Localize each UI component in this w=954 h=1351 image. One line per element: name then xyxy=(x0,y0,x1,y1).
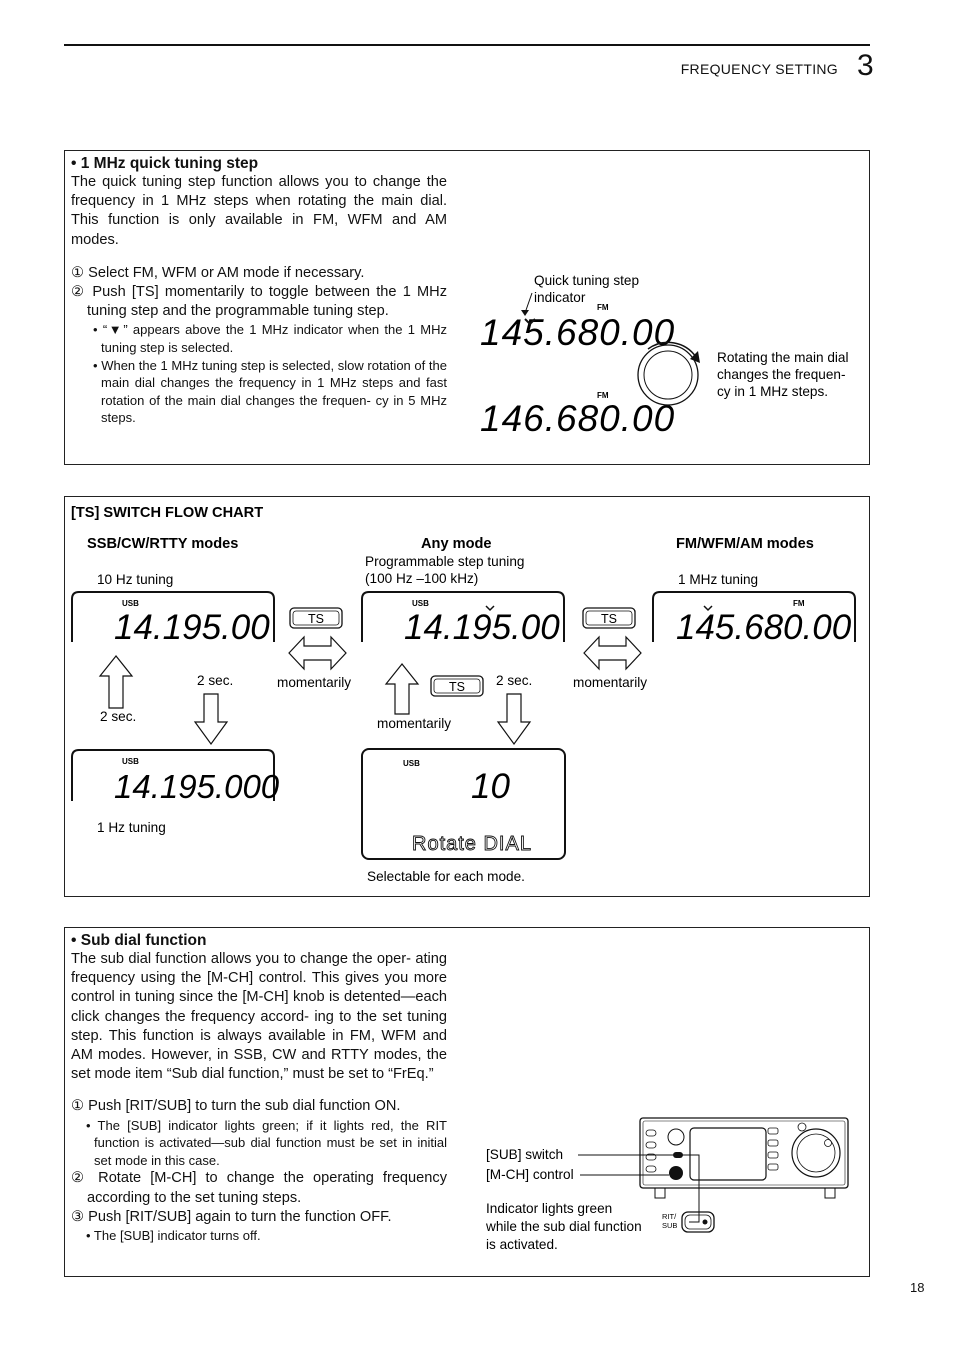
lcd-step-select xyxy=(362,749,565,859)
sub-dial-note1: • The [SUB] indicator lights green; if it lights red, the RIT function is activated—sub dial function must be set in initial set mode in this case. xyxy=(86,1117,447,1168)
rotate-label-3: cy in 1 MHz steps. xyxy=(717,384,829,399)
quick-tuning-step2: ② Push [TS] momentarily to toggle between the 1 MHz tuning step and the programmable tuning step. xyxy=(71,284,447,320)
lcd-ssb-1hz xyxy=(72,750,280,805)
tuning-1hz-label: 1 Hz tuning xyxy=(97,820,166,835)
quick-tuning-note2: • When the 1 MHz tuning step is selected, slow rotation of the main dial changes the frequency in 1 MHz steps and fast rotation of the main dial changes the frequen- cy in 5 MHz steps. xyxy=(93,357,447,426)
lcd5-step: 10 xyxy=(471,767,510,806)
momentarily-label-3: momentarily xyxy=(377,716,452,731)
sub-dial-step2: ② Rotate [M-CH] to change the operating frequency according to the set tuning steps. xyxy=(71,1170,447,1206)
momentarily-label-1: momentarily xyxy=(277,675,352,690)
lcd5-rotate-dial: Rotate DIAL xyxy=(412,833,532,855)
two-sec-label-3: 2 sec. xyxy=(496,673,533,688)
two-sec-label-1: 2 sec. xyxy=(197,673,234,688)
lcd2-freq: 14.195.00 xyxy=(404,608,560,647)
lcd4-freq: 14.195.000 xyxy=(114,768,280,805)
sub-dial-intro: The sub dial function allows you to change the oper- ating frequency using the [M-CH] control. This gives you more control in tuning since the [M-CH] knob is detented—each click changes the frequency accord- ing to the set tuning step. This function is always available in FM, WFM and AM modes. However, in SSB, CW and RTTY modes, the set mode item “Sub dial function,” must be set to “FrEq.” xyxy=(71,951,447,1083)
mode-fm-top: FM xyxy=(597,303,609,312)
lcd1-mode: USB xyxy=(122,599,139,608)
prog-step-label-2: (100 Hz –100 kHz) xyxy=(365,571,479,586)
mch-control-label: [M-CH] control xyxy=(486,1167,574,1182)
sub-dial-text xyxy=(71,932,447,1245)
sub-dial-step1: ① Push [RIT/SUB] to turn the sub dial function ON. xyxy=(71,1098,401,1115)
indicator-label-1: Quick tuning step xyxy=(534,273,640,288)
lcd5-mode: USB xyxy=(403,759,420,768)
quick-tuning-note1: • “▼” appears above the 1 MHz indicator when the 1 MHz tuning step is selected. xyxy=(93,322,447,356)
lcd2-mode: USB xyxy=(412,599,429,608)
prog-step-label-1: Programmable step tuning xyxy=(365,554,525,569)
sub-switch-label: [SUB] switch xyxy=(486,1147,564,1162)
up-arrow-icon-2 xyxy=(386,664,418,714)
up-arrow-icon-1 xyxy=(100,656,132,708)
lcd-freq-bottom: 146.680.00 xyxy=(480,398,676,439)
lcd-ssb-10hz xyxy=(72,592,274,647)
quick-tuning-title: • 1 MHz quick tuning step xyxy=(71,155,259,172)
double-arrow-icon-2 xyxy=(584,637,641,669)
page-number: 18 xyxy=(910,1280,925,1295)
indicator-label-1: Indicator lights green xyxy=(486,1201,613,1216)
quick-tuning-text xyxy=(71,155,447,427)
momentarily-label-2: momentarily xyxy=(573,675,648,690)
mode-fm-bottom: FM xyxy=(597,391,609,400)
ts-label-3: TS xyxy=(449,680,465,694)
selectable-label: Selectable for each mode. xyxy=(367,869,525,884)
lcd3-freq: 145.680.00 xyxy=(676,608,852,647)
quick-tuning-intro: The quick tuning step function allows you to change the frequency in 1 MHz steps when rotating the main dial. This function is only available in FM, WFM and AM modes. xyxy=(71,174,447,248)
quick-tuning-step1: ① Select FM, WFM or AM mode if necessary. xyxy=(71,264,365,281)
column-ssb: SSB/CW/RTTY modes xyxy=(87,536,239,552)
ts-button-1 xyxy=(290,608,342,628)
top-rule xyxy=(64,44,870,46)
rit-sub-label-1: RIT/ xyxy=(662,1212,677,1221)
sub-dial-title: • Sub dial function xyxy=(71,932,207,949)
sub-dial-note2: • The [SUB] indicator turns off. xyxy=(86,1228,261,1244)
rotate-label-1: Rotating the main dial xyxy=(717,350,849,365)
indicator-label-2: while the sub dial function xyxy=(486,1219,642,1234)
lcd-fm-1mhz xyxy=(653,592,855,647)
lcd4-mode: USB xyxy=(122,757,139,766)
sub-dial-step3: ③ Push [RIT/SUB] again to turn the function OFF. xyxy=(71,1208,392,1225)
tuning-10hz-label: 10 Hz tuning xyxy=(97,572,174,587)
rit-sub-label-2: SUB xyxy=(662,1221,678,1230)
two-sec-label-2: 2 sec. xyxy=(100,709,137,724)
section-title: FREQUENCY SETTING xyxy=(680,61,838,77)
column-fm: FM/WFM/AM modes xyxy=(676,536,814,552)
double-arrow-icon-1 xyxy=(289,637,346,669)
lcd-freq-top: 145.680.00 xyxy=(480,312,676,353)
lcd1-freq: 14.195.00 xyxy=(114,608,270,647)
indicator-label-2: indicator xyxy=(534,290,586,305)
column-any: Any mode xyxy=(421,536,492,552)
ts-button-2 xyxy=(583,608,635,628)
flow-chart-title: [TS] SWITCH FLOW CHART xyxy=(71,505,264,521)
ts-label-2: TS xyxy=(601,612,617,626)
rotate-label-2: changes the frequen- xyxy=(717,367,846,382)
down-arrow-icon-2 xyxy=(498,694,530,744)
sub-dial-figure xyxy=(480,1110,865,1260)
ts-label-1: TS xyxy=(308,612,324,626)
lcd3-mode: FM xyxy=(793,599,805,608)
down-arrow-icon-1 xyxy=(195,694,227,744)
flow-chart-figure xyxy=(64,496,870,897)
chapter-number: 3 xyxy=(857,49,874,82)
indicator-label-3: is activated. xyxy=(486,1237,558,1252)
radio-front-panel-icon xyxy=(640,1118,848,1198)
lcd-any-mode xyxy=(362,592,564,647)
quick-tuning-figure xyxy=(470,265,865,455)
tuning-1mhz-label: 1 MHz tuning xyxy=(678,572,759,587)
ts-button-3 xyxy=(431,676,483,696)
